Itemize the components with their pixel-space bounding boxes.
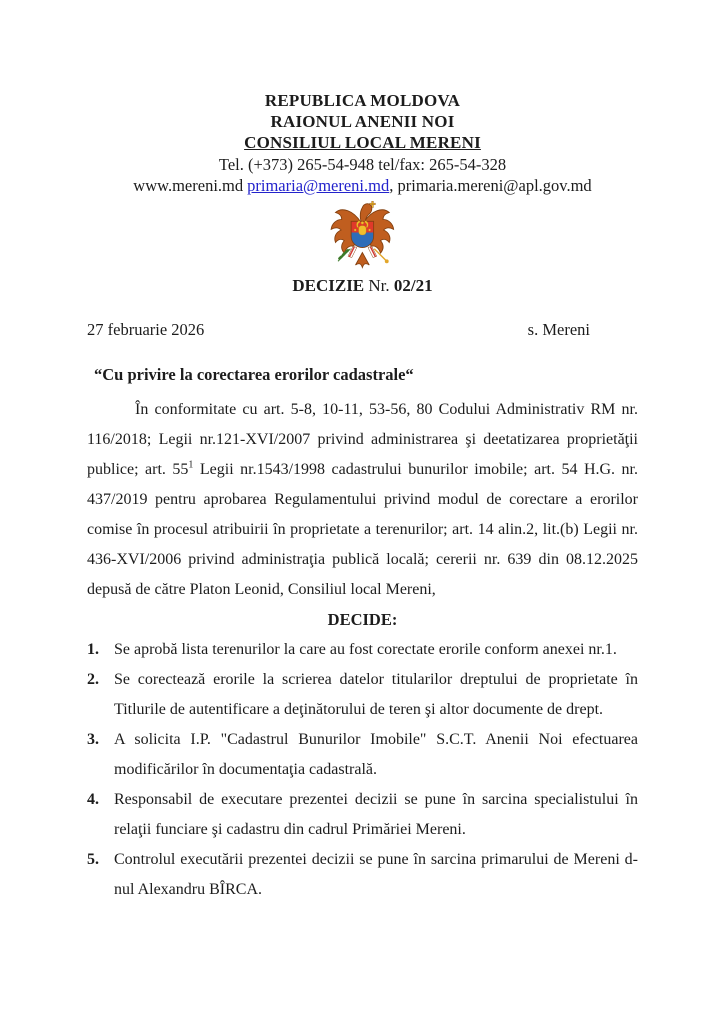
decision-item (87, 635, 638, 665)
shield (351, 221, 374, 248)
item-number: 3. (87, 731, 99, 748)
decision-item (87, 845, 638, 905)
email-link[interactable]: primaria@mereni.md (247, 176, 390, 195)
item-text: A solicita I.P. "Cadastrul Bunurilor Imobile" S.C.T. Anenii Noi efectuarea modificărilor în documentaţia cadastrală. (114, 731, 638, 778)
decision-place: s. Mereni (527, 320, 590, 339)
decision-subject: “Cu privire la corectarea erorilor cadastrale“ (94, 365, 414, 384)
decision-word: DECIZIE (292, 276, 365, 295)
header-council-text: CONSILIUL LOCAL MERENI (244, 133, 481, 152)
preamble-paragraph (87, 395, 638, 605)
preamble-superscript: 1 (188, 459, 194, 471)
decision-items (87, 635, 638, 905)
header-district: RAIONUL ANENII NOI (270, 112, 455, 131)
decision-number: 02/21 (393, 276, 433, 295)
decision-item (87, 665, 638, 725)
emblem-row (87, 200, 638, 270)
header-council (87, 132, 638, 153)
date-row (87, 320, 638, 340)
header-phone: Tel. (+373) 265-54-948 tel/fax: 265-54-328 (218, 155, 507, 174)
decision-item (87, 785, 638, 845)
item-number: 2. (87, 671, 99, 688)
decision-nr-label: Nr. (368, 276, 390, 295)
moldova-coat-of-arms-icon (328, 200, 397, 270)
decision-date: 27 februarie 2026 (87, 320, 205, 339)
item-text: Controlul executării prezentei decizii se pune în sarcina primarului de Mereni d-nul Alexandru BÎRCA. (114, 851, 638, 898)
decide-heading: DECIDE: (327, 610, 398, 629)
item-text: Se aprobă lista terenurilor la care au fost corectate erorile conform anexei nr.1. (114, 641, 617, 658)
header-country: REPUBLICA MOLDOVA (264, 91, 461, 110)
item-text: Responsabil de executare prezentei decizii se pune în sarcina specialistului în relaţii funciare şi cadastru din cadrul Primăriei Mereni. (114, 791, 638, 838)
item-text: Se corectează erorile la scrierea datelor titularilor dreptului de proprietate în Titlurile de autentificare a deţinătorului de teren şi altor documente de drept. (114, 671, 638, 718)
item-number: 5. (87, 851, 99, 868)
preamble-text-before: În conformitate cu art. 5-8, 10-11, 53-56, 80 Codului Administrativ RM nr. 116/2018; Legii nr.121-XVI/2007 privind administrarea şi deetatizarea proprietăţii publice; art. 55 (87, 401, 638, 478)
decision-title (87, 276, 638, 296)
item-number: 1. (87, 641, 99, 658)
decision-item (87, 725, 638, 785)
item-number: 4. (87, 791, 99, 808)
header-email-secondary: , primaria.mereni@apl.gov.md (389, 176, 592, 195)
header-website: www.mereni.md (133, 176, 244, 195)
header-contacts (87, 176, 638, 195)
preamble-text-after: Legii nr.1543/1998 cadastrului bunurilor imobile; art. 54 H.G. nr. 437/2019 pentru aprobarea Regulamentului privind modul de corectare a erorilor comise în procesul atribuirii în proprietate a terenurilor; art. 14 alin.2, lit.(b) Legii nr. 436-XVI/2006 privind administraţia publică locală; cererii nr. 639 din 08.12.2025 depusă de către Platon Leonid, Consiliul local Mereni, (87, 461, 638, 598)
